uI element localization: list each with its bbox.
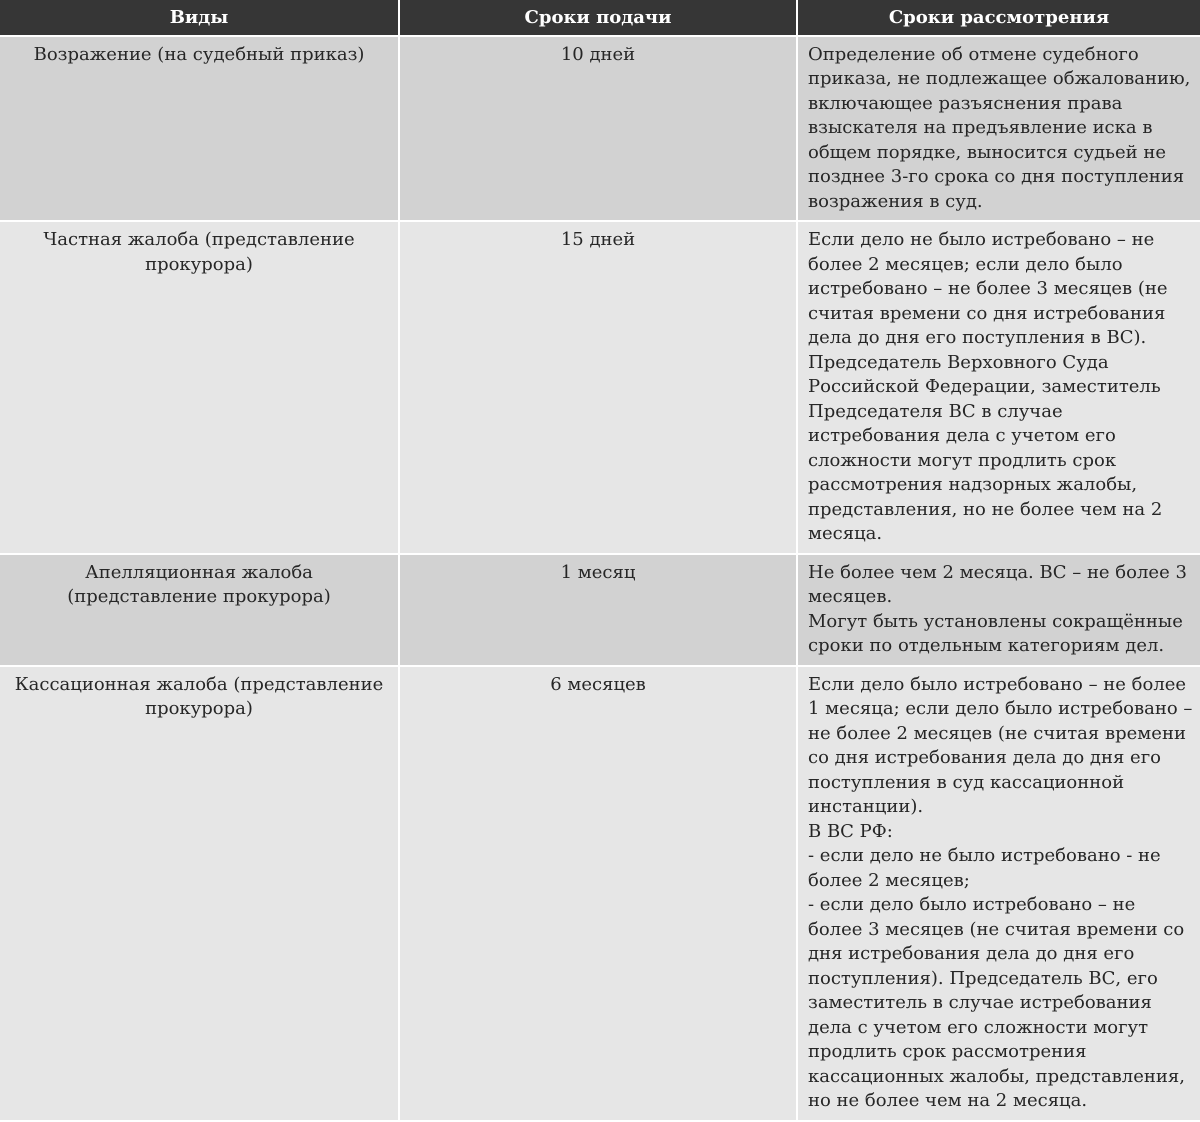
review-paragraph: В ВС РФ:	[808, 820, 893, 842]
row-deadline: 6 месяцев	[400, 667, 798, 1122]
table-body	[0, 37, 1200, 1122]
table-row	[0, 667, 1200, 1122]
row-type: Апелляционная жалоба (представление прокурора)	[0, 555, 400, 667]
row-review	[798, 222, 1200, 555]
review-paragraph: - если дело не было истребовано - не более 2 месяцев;	[808, 845, 1161, 891]
review-paragraph: Не более чем 2 месяца. ВС – не более 3 месяцев.	[808, 561, 1187, 607]
header-review-deadline: Сроки рассмотрения	[798, 0, 1200, 37]
review-paragraph: Определение об отмене судебного приказа, не подлежащее обжалованию, включающее разъяснения права взыскателя на предъявление иска в общем порядке, выносится судьей не позднее 3-го срока со дня поступления возражения в суд.	[808, 43, 1191, 212]
review-paragraph: Если дело было истребовано – не более 1 месяца; если дело было истребовано – не более 2 месяцев (не считая времени со дня истребования дела до дня его поступления в суд кассационной инстанции).	[808, 673, 1193, 817]
header-row	[0, 0, 1200, 37]
row-type: Частная жалоба (представление прокурора)	[0, 222, 400, 555]
review-paragraph: Если дело не было истребовано – не более 2 месяцев; если дело было истребовано – не более 3 месяцев (не считая времени со дня истребования дела до дня его поступления в ВС).	[808, 229, 1168, 348]
row-deadline: 15 дней	[400, 222, 798, 555]
review-paragraph: Председатель Верховного Суда Российской Федерации, заместитель Председателя ВС в случае истребования дела с учетом его сложности могут продлить срок рассмотрения надзорных жалобы, представления, но не более чем на 2 месяца.	[808, 351, 1163, 544]
header-filing-deadline: Сроки подачи	[400, 0, 798, 37]
table-row	[0, 37, 1200, 223]
row-review	[798, 667, 1200, 1122]
header-types: Виды	[0, 0, 400, 37]
table-header	[0, 0, 1200, 37]
review-paragraph: Могут быть установлены сокращённые сроки по отдельным категориям дел.	[808, 610, 1183, 656]
row-review	[798, 37, 1200, 223]
table-row	[0, 555, 1200, 667]
row-deadline: 1 месяц	[400, 555, 798, 667]
row-type: Кассационная жалоба (представление прокурора)	[0, 667, 400, 1122]
table-row	[0, 222, 1200, 555]
review-paragraph: - если дело было истребовано – не более 3 месяцев (не считая времени со дня истребования дела до дня его поступления). Председатель ВС, его заместитель в случае истребования дела с учетом его сложности могут продлить срок рассмотрения кассационных жалобы, представления, но не более чем на 2 месяца.	[808, 894, 1185, 1111]
row-review	[798, 555, 1200, 667]
row-deadline: 10 дней	[400, 37, 798, 223]
row-type: Возражение (на судебный приказ)	[0, 37, 400, 223]
